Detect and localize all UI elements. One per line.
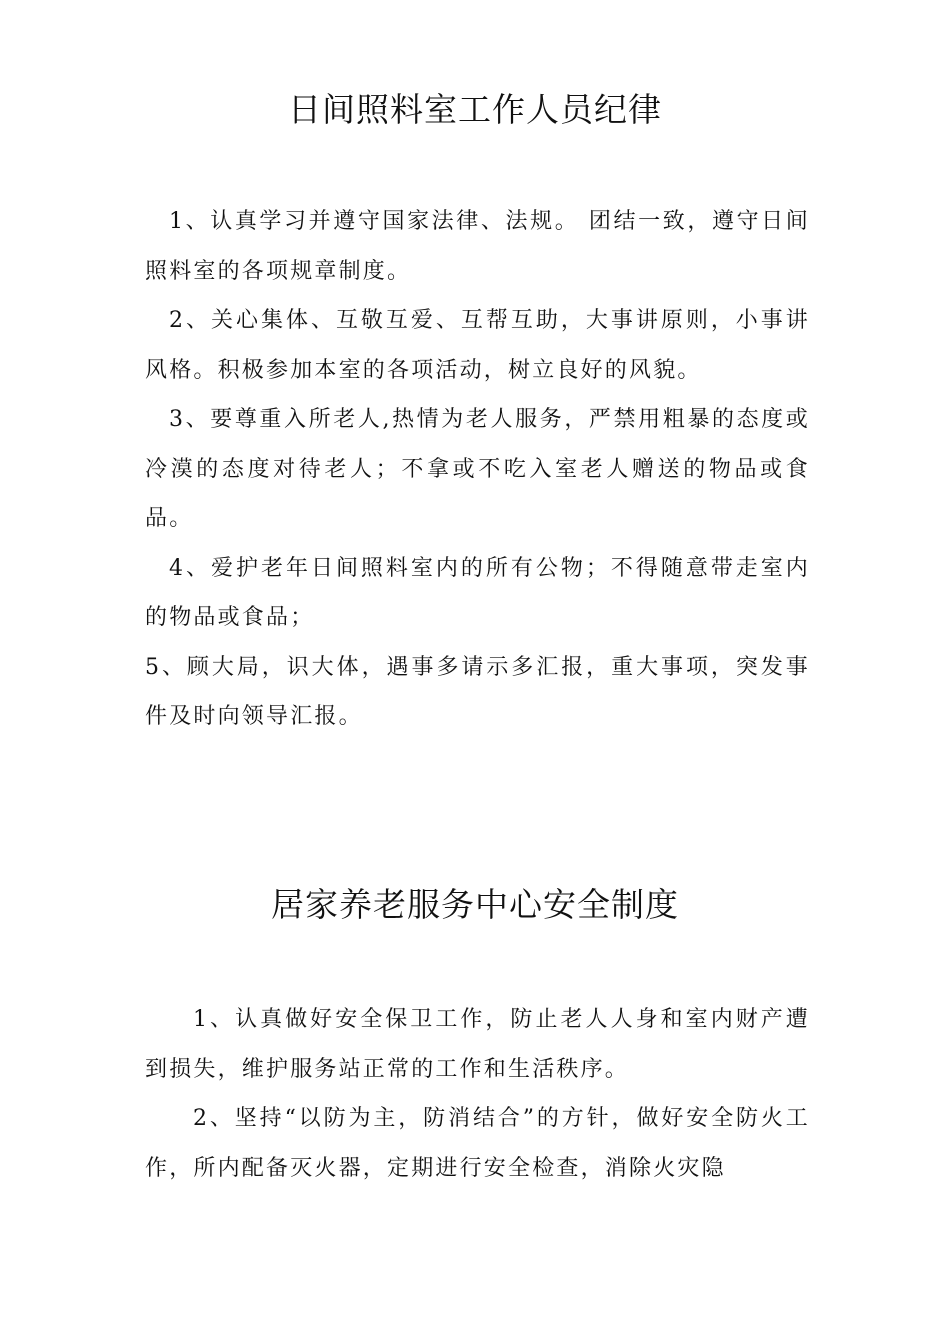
paragraph: 1、认真学习并遵守国家法律、法规。 团结一致，遵守日间照料室的各项规章制度。 [145, 209, 810, 284]
section-body [145, 197, 810, 742]
paragraph: 4、爱护老年日间照料室内的所有公物；不得随意带走室内的物品或食品； [145, 555, 810, 630]
section-title: 日间照料室工作人员纪律 [288, 90, 662, 129]
paragraph: 2、坚持“以防为主，防消结合”的方针，做好安全防火工作，所内配备灭火器，定期进行安全检查，消除火灾隐 [145, 1106, 810, 1181]
section-title: 居家养老服务中心安全制度 [271, 885, 679, 924]
paragraph: 1、认真做好安全保卫工作，防止老人人身和室内财产遭到损失，维护服务站正常的工作和生活秩序。 [145, 1007, 810, 1082]
section-body [145, 995, 810, 1193]
paragraph: 3、要尊重入所老人,热情为老人服务，严禁用粗暴的态度或冷漠的态度对待老人；不拿或不吃入室老人赠送的物品或食品。 [145, 407, 810, 531]
paragraph: 2、关心集体、互敬互爱、互帮互助，大事讲原则，小事讲风格。积极参加本室的各项活动，树立良好的风貌。 [145, 308, 810, 383]
paragraph: 5、顾大局，识大体，遇事多请示多汇报，重大事项，突发事件及时向领导汇报。 [145, 654, 810, 729]
